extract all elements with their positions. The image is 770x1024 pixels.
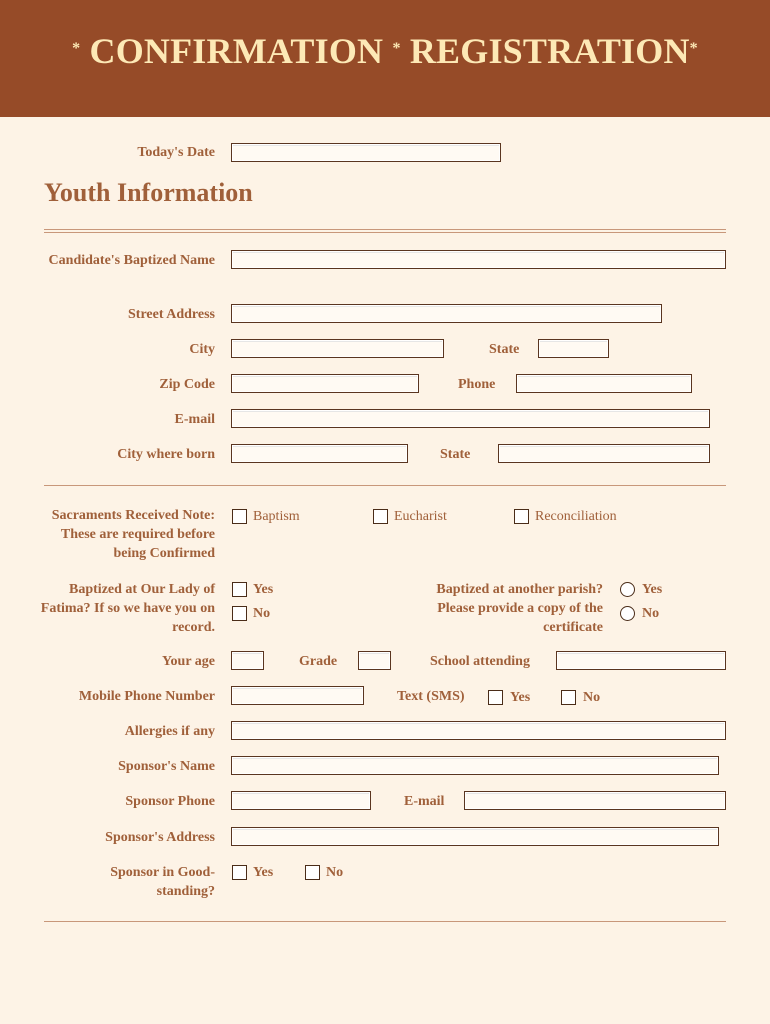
state-field[interactable] [538, 339, 609, 358]
street-address-field[interactable] [231, 304, 662, 323]
city-born-field[interactable] [231, 444, 408, 463]
section-divider [44, 232, 726, 233]
allergies-label: Allergies if any [124, 724, 215, 739]
baptized-other-yes-label: Yes [642, 582, 663, 597]
baptized-olf-no-checkbox[interactable] [232, 606, 247, 621]
allergies-field[interactable] [231, 721, 726, 740]
sponsor-good-no-label: No [326, 865, 344, 880]
baptized-olf-no-label: No [253, 606, 271, 621]
baptized-other-label: Baptized at another parish? Please provide a copy of the certificate [436, 582, 603, 635]
sponsor-good-yes-label: Yes [253, 865, 274, 880]
star-mark: * [72, 40, 81, 57]
baptized-olf-yes-label: Yes [253, 582, 274, 597]
text-sms-no-checkbox[interactable] [561, 690, 576, 705]
age-label: Your age [161, 654, 215, 669]
section-divider [44, 485, 726, 486]
sponsor-phone-field[interactable] [231, 791, 371, 810]
sponsor-address-label: Sponsor's Address [105, 830, 215, 845]
sponsor-name-field[interactable] [231, 756, 719, 775]
eucharist-checkbox[interactable] [373, 509, 388, 524]
baptized-other-no-radio[interactable] [620, 606, 635, 621]
sponsor-email-label: E-mail [404, 794, 445, 809]
sponsor-good-standing-label: Sponsor in Good-standing? [110, 865, 215, 899]
section-divider [44, 921, 726, 922]
sponsor-address-field[interactable] [231, 827, 719, 846]
section-title-youth: Youth Information [44, 178, 253, 207]
sacraments-label: Sacraments Received Note: These are required before being Confirmed [51, 508, 215, 561]
school-label: School attending [430, 654, 530, 669]
text-sms-yes-label: Yes [510, 690, 531, 705]
baptized-other-yes-radio[interactable] [620, 582, 635, 597]
city-field[interactable] [231, 339, 444, 358]
baptized-olf-label: Baptized at Our Lady of Fatima? If so we have you on record. [40, 582, 215, 635]
baptized-other-no-label: No [642, 606, 660, 621]
city-label: City [189, 342, 215, 357]
text-sms-label: Text (SMS) [397, 689, 465, 704]
sponsor-phone-label: Sponsor Phone [125, 794, 215, 809]
zip-code-label: Zip Code [159, 377, 215, 392]
star-mark: * [392, 40, 401, 57]
title-registration: REGISTRATION [409, 31, 690, 71]
baptized-name-label: Candidate's Baptized Name [48, 253, 215, 268]
text-sms-yes-checkbox[interactable] [488, 690, 503, 705]
star-mark: * [689, 40, 698, 57]
school-field[interactable] [556, 651, 726, 670]
email-label: E-mail [174, 412, 215, 427]
sponsor-good-yes-checkbox[interactable] [232, 865, 247, 880]
baptized-olf-yes-checkbox[interactable] [232, 582, 247, 597]
state-label: State [489, 342, 520, 357]
state-born-label: State [440, 447, 471, 462]
reconciliation-checkbox[interactable] [514, 509, 529, 524]
grade-label: Grade [299, 654, 338, 669]
zip-code-field[interactable] [231, 374, 419, 393]
todays-date-field[interactable] [231, 143, 501, 162]
sponsor-name-label: Sponsor's Name [118, 759, 215, 774]
eucharist-option-label: Eucharist [394, 509, 447, 524]
city-born-label: City where born [117, 447, 215, 462]
email-field[interactable] [231, 409, 710, 428]
street-address-label: Street Address [128, 307, 215, 322]
reconciliation-option-label: Reconciliation [535, 509, 617, 524]
baptism-option-label: Baptism [253, 509, 300, 524]
sponsor-email-field[interactable] [464, 791, 726, 810]
page-title [0, 30, 770, 72]
phone-label: Phone [458, 377, 496, 392]
title-confirmation: CONFIRMATION [89, 31, 384, 71]
phone-field[interactable] [516, 374, 692, 393]
text-sms-no-label: No [583, 690, 601, 705]
grade-field[interactable] [358, 651, 391, 670]
age-field[interactable] [231, 651, 264, 670]
baptized-name-field[interactable] [231, 250, 726, 269]
todays-date-label: Today's Date [137, 145, 215, 160]
mobile-phone-field[interactable] [231, 686, 364, 705]
sponsor-good-no-checkbox[interactable] [305, 865, 320, 880]
baptism-checkbox[interactable] [232, 509, 247, 524]
section-divider [44, 229, 726, 230]
state-born-field[interactable] [498, 444, 710, 463]
mobile-phone-label: Mobile Phone Number [78, 689, 215, 704]
